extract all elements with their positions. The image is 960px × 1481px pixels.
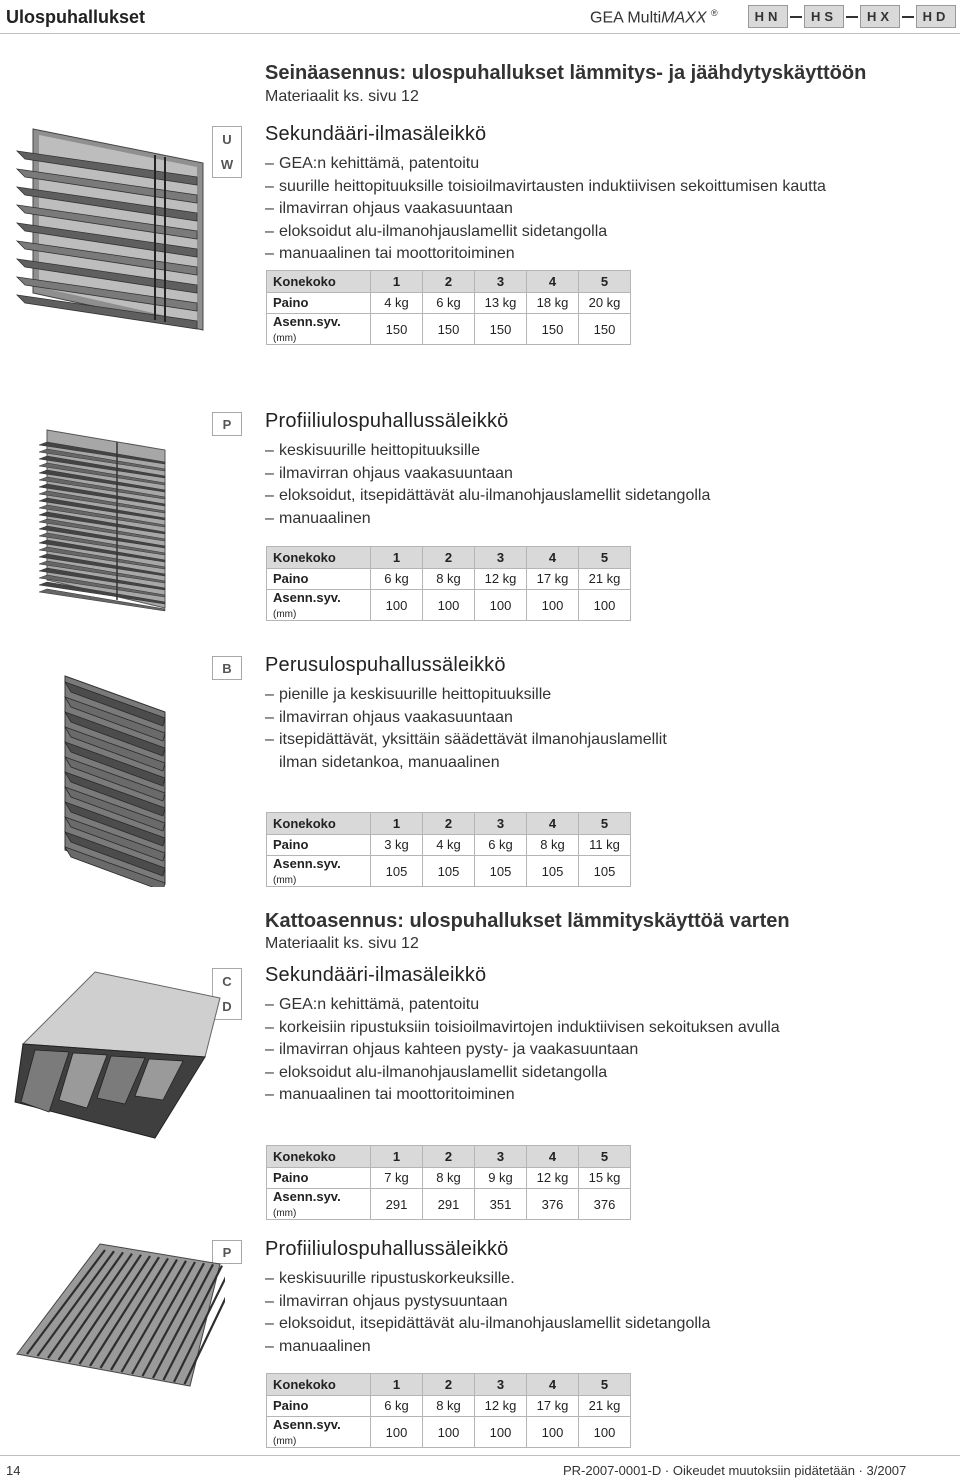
- page-number: 14: [6, 1463, 21, 1478]
- spec-cell: 4: [527, 271, 579, 293]
- spec-cell: 17 kg: [527, 1395, 579, 1417]
- spec-row-size: [267, 1374, 631, 1396]
- depth-label: Asenn.syv.: [273, 1189, 341, 1204]
- depth-unit: (mm): [273, 609, 297, 620]
- spec-cell: 21 kg: [579, 568, 631, 590]
- spec-cell: 2: [423, 1146, 475, 1168]
- product-title: Profiiliulospuhallussäleikkö: [265, 410, 509, 432]
- depth-label: Asenn.syv.: [273, 590, 341, 605]
- spec-row-depth: [267, 856, 631, 887]
- spec-cell: 150: [579, 314, 631, 345]
- feature-item: – manuaalinen tai moottoritoiminen: [265, 1086, 515, 1103]
- spec-table: [266, 546, 631, 621]
- spec-cell: 100: [527, 590, 579, 621]
- spec-cell: 5: [579, 271, 631, 293]
- spec-row-depth: [267, 1417, 631, 1448]
- product-image-basic-grille: [5, 672, 225, 887]
- spec-label: Paino: [267, 1167, 371, 1189]
- product-image-secondary-air-grille: [5, 125, 225, 335]
- feature-text: eloksoidut alu-ilmanohjauslamellit sidetangolla: [279, 222, 608, 240]
- spec-row-weight: [267, 834, 631, 856]
- depth-label: Asenn.syv.: [273, 314, 341, 329]
- spec-cell: 1: [371, 547, 423, 569]
- spec-cell: 150: [475, 314, 527, 345]
- product-block-ceiling-profile-grille: [265, 1238, 710, 1358]
- feature-item: – itsepidättävät, yksittäin säädettävät ilmanohjauslamellit: [265, 731, 667, 748]
- spec-cell: 6 kg: [475, 834, 527, 856]
- feature-text: manuaalinen tai moottoritoiminen: [279, 1086, 515, 1103]
- feature-list: [265, 994, 780, 1107]
- spec-cell: 5: [579, 1374, 631, 1396]
- registered-mark: ®: [710, 8, 718, 18]
- spec-cell: 100: [527, 1417, 579, 1448]
- spec-row-size: [267, 1146, 631, 1168]
- product-block-ceiling-secondary-grille: [265, 964, 780, 1107]
- product-letter: P: [222, 1244, 232, 1260]
- spec-row-depth: [267, 590, 631, 621]
- product-title: Sekundääri-ilmasäleikkö: [265, 123, 487, 145]
- spec-cell: 1: [371, 1146, 423, 1168]
- spec-row-weight: [267, 1167, 631, 1189]
- spec-cell: 2: [423, 813, 475, 835]
- spec-cell: 376: [579, 1189, 631, 1220]
- depth-label: Asenn.syv.: [273, 856, 341, 871]
- spec-label: Paino: [267, 568, 371, 590]
- spec-cell: 2: [423, 271, 475, 293]
- product-title: Profiiliulospuhallussäleikkö: [265, 1238, 509, 1260]
- spec-label: [267, 856, 371, 887]
- feature-text: keskisuurille heittopituuksille: [279, 442, 480, 459]
- spec-cell: 1: [371, 813, 423, 835]
- feature-text: keskisuurille ripustuskorkeuksille.: [279, 1270, 515, 1287]
- feature-text: ilmavirran ohjaus vaakasuuntaan: [279, 708, 513, 726]
- code-hs: HS: [804, 5, 844, 28]
- feature-text: korkeisiin ripustuksiin toisioilmavirtojen induktiivisen sekoituksen avulla: [279, 1018, 780, 1036]
- feature-text: ilmavirran ohjaus pystysuuntaan: [279, 1292, 508, 1310]
- depth-unit: (mm): [273, 333, 297, 344]
- spec-cell: 5: [579, 1146, 631, 1168]
- product-letter: D: [222, 999, 232, 1014]
- wall-section-heading: Seinäasennus: ulospuhallukset lämmitys- ja jäähdytyskäyttöön: [265, 62, 867, 84]
- spec-cell: 150: [371, 314, 423, 345]
- ceiling-section-heading: Kattoasennus: ulospuhallukset lämmityskäyttöä varten: [265, 910, 790, 932]
- spec-cell: 100: [423, 1417, 475, 1448]
- product-letter: U: [222, 132, 232, 147]
- spec-cell: 3: [475, 271, 527, 293]
- feature-text: eloksoidut alu-ilmanohjauslamellit sidetangolla: [279, 1063, 608, 1081]
- spec-cell: 8 kg: [423, 568, 475, 590]
- spec-cell: 6 kg: [371, 568, 423, 590]
- product-title: Sekundääri-ilmasäleikkö: [265, 964, 487, 986]
- spec-cell: 5: [579, 813, 631, 835]
- page-title: Ulospuhallukset: [6, 7, 146, 27]
- spec-cell: 12 kg: [475, 1395, 527, 1417]
- feature-item: – manuaalinen: [265, 509, 371, 527]
- spec-cell: 20 kg: [579, 292, 631, 314]
- code-hn: HN: [748, 5, 788, 28]
- spec-label: Konekoko: [267, 271, 371, 293]
- spec-cell: 105: [579, 856, 631, 887]
- depth-unit: (mm): [273, 875, 297, 886]
- spec-cell: 21 kg: [579, 1395, 631, 1417]
- code-separator: [902, 16, 914, 18]
- brand-prefix: GEA Multi: [590, 9, 662, 27]
- spec-cell: 150: [423, 314, 475, 345]
- spec-label: Paino: [267, 292, 371, 314]
- spec-cell: 105: [371, 856, 423, 887]
- feature-text: manuaalinen: [279, 509, 371, 527]
- feature-list: [265, 1268, 710, 1358]
- feature-text: eloksoidut, itsepidättävät alu-ilmanohjauslamellit sidetangolla: [279, 487, 711, 504]
- feature-item: – ilmavirran ohjaus vaakasuuntaan: [265, 708, 513, 726]
- spec-cell: 4: [527, 813, 579, 835]
- spec-label: [267, 314, 371, 345]
- feature-text: suurille heittopituuksille toisioilmavirtausten induktiivisen sekoittumisen kautta: [279, 177, 826, 195]
- spec-row-depth: [267, 314, 631, 345]
- feature-item: – eloksoidut, itsepidättävät alu-ilmanohjauslamellit sidetangolla: [265, 1315, 711, 1332]
- feature-text: eloksoidut, itsepidättävät alu-ilmanohjauslamellit sidetangolla: [279, 1315, 711, 1332]
- spec-label: Konekoko: [267, 547, 371, 569]
- code-hx: HX: [860, 5, 900, 28]
- feature-text: manuaalinen tai moottoritoiminen: [279, 245, 515, 262]
- spec-cell: 100: [371, 1417, 423, 1448]
- brand-name: [590, 8, 718, 27]
- feature-item: – pienille ja keskisuurille heittopituuksille: [265, 686, 552, 703]
- feature-text: itsepidättävät, yksittäin säädettävät ilmanohjauslamellit: [279, 731, 667, 748]
- spec-cell: 5: [579, 547, 631, 569]
- feature-list: [265, 153, 826, 266]
- depth-unit: (mm): [273, 1436, 297, 1447]
- spec-cell: 8 kg: [423, 1395, 475, 1417]
- spec-cell: 12 kg: [527, 1167, 579, 1189]
- document-reference: PR-2007-0001-D · Oikeudet muutoksiin pidätetään · 3/2007: [563, 1463, 907, 1478]
- spec-cell: 7 kg: [371, 1167, 423, 1189]
- spec-cell: 2: [423, 547, 475, 569]
- spec-cell: 18 kg: [527, 292, 579, 314]
- spec-cell: 100: [579, 590, 631, 621]
- depth-unit: (mm): [273, 1208, 297, 1219]
- feature-item-continuation: [265, 752, 667, 775]
- spec-cell: 291: [423, 1189, 475, 1220]
- spec-cell: 11 kg: [579, 834, 631, 856]
- feature-item: – GEA:n kehittämä, patentoitu: [265, 155, 480, 172]
- spec-cell: 4: [527, 1146, 579, 1168]
- wall-section-subheading: Materiaalit ks. sivu 12: [265, 88, 419, 105]
- product-letter: B: [222, 660, 232, 676]
- spec-row-size: [267, 547, 631, 569]
- model-codes: [748, 5, 956, 28]
- spec-cell: 100: [475, 1417, 527, 1448]
- spec-cell: 2: [423, 1374, 475, 1396]
- spec-cell: 100: [475, 590, 527, 621]
- spec-cell: 105: [475, 856, 527, 887]
- feature-item: – keskisuurille ripustuskorkeuksille.: [265, 1270, 515, 1287]
- spec-cell: 1: [371, 1374, 423, 1396]
- feature-text: manuaalinen: [279, 1337, 371, 1355]
- feature-item: – eloksoidut, itsepidättävät alu-ilmanohjauslamellit sidetangolla: [265, 487, 711, 504]
- spec-row-weight: [267, 292, 631, 314]
- spec-cell: 4: [527, 547, 579, 569]
- spec-row-weight: [267, 568, 631, 590]
- feature-list: [265, 684, 667, 774]
- spec-table: [266, 1373, 631, 1448]
- spec-cell: 376: [527, 1189, 579, 1220]
- product-letter: W: [220, 157, 234, 172]
- spec-label: [267, 1417, 371, 1448]
- feature-text: ilmavirran ohjaus vaakasuuntaan: [279, 200, 513, 217]
- product-letter: P: [222, 416, 232, 432]
- spec-cell: 3 kg: [371, 834, 423, 856]
- ceiling-section-subheading: Materiaalit ks. sivu 12: [265, 935, 419, 952]
- spec-cell: 8 kg: [423, 1167, 475, 1189]
- feature-item: – ilmavirran ohjaus vaakasuuntaan: [265, 200, 513, 217]
- feature-list: [265, 440, 710, 530]
- spec-label: [267, 1189, 371, 1220]
- product-block-profile-grille: [265, 410, 710, 530]
- feature-item: – keskisuurille heittopituuksille: [265, 442, 480, 459]
- feature-item: – GEA:n kehittämä, patentoitu: [265, 996, 480, 1013]
- spec-label: [267, 590, 371, 621]
- spec-row-depth: [267, 1189, 631, 1220]
- spec-cell: 15 kg: [579, 1167, 631, 1189]
- feature-text: pienille ja keskisuurille heittopituuksille: [279, 686, 552, 703]
- spec-label: Konekoko: [267, 1146, 371, 1168]
- spec-label: Konekoko: [267, 813, 371, 835]
- spec-table: [266, 1145, 631, 1220]
- spec-cell: 6 kg: [371, 1395, 423, 1417]
- spec-cell: 105: [423, 856, 475, 887]
- spec-cell: 150: [527, 314, 579, 345]
- spec-cell: 4 kg: [423, 834, 475, 856]
- code-separator: [846, 16, 858, 18]
- spec-cell: 6 kg: [423, 292, 475, 314]
- feature-item: – manuaalinen: [265, 1337, 371, 1355]
- product-block-basic-grille: [265, 654, 667, 774]
- spec-cell: 13 kg: [475, 292, 527, 314]
- product-image-profile-grille: [5, 420, 225, 615]
- spec-cell: 3: [475, 813, 527, 835]
- code-separator: [790, 16, 802, 18]
- spec-row-weight: [267, 1395, 631, 1417]
- code-hd: HD: [916, 5, 956, 28]
- spec-cell: 100: [423, 590, 475, 621]
- feature-text: GEA:n kehittämä, patentoitu: [279, 155, 480, 172]
- spec-table: [266, 270, 631, 345]
- spec-cell: 3: [475, 1146, 527, 1168]
- feature-item: – ilmavirran ohjaus kahteen pysty- ja vaakasuuntaan: [265, 1041, 639, 1058]
- spec-cell: 291: [371, 1189, 423, 1220]
- page-header: [0, 0, 960, 34]
- footer-divider: [0, 1455, 960, 1456]
- product-block-secondary-air-grille: [265, 123, 826, 266]
- product-image-ceiling-profile-grille: [5, 1236, 225, 1396]
- feature-item: – korkeisiin ripustuksiin toisioilmavirtojen induktiivisen sekoituksen avulla: [265, 1018, 780, 1036]
- spec-cell: 3: [475, 547, 527, 569]
- feature-item: – eloksoidut alu-ilmanohjauslamellit sidetangolla: [265, 222, 608, 240]
- brand-italic: MAXX: [661, 9, 707, 27]
- feature-item: – manuaalinen tai moottoritoiminen: [265, 245, 515, 262]
- spec-label: Konekoko: [267, 1374, 371, 1396]
- spec-cell: 9 kg: [475, 1167, 527, 1189]
- spec-cell: 100: [579, 1417, 631, 1448]
- spec-cell: 4 kg: [371, 292, 423, 314]
- spec-cell: 12 kg: [475, 568, 527, 590]
- product-image-ceiling-secondary-grille: [5, 962, 225, 1142]
- spec-row-size: [267, 271, 631, 293]
- product-letter: C: [222, 974, 232, 989]
- feature-item: – ilmavirran ohjaus vaakasuuntaan: [265, 464, 513, 482]
- spec-cell: 4: [527, 1374, 579, 1396]
- spec-row-size: [267, 813, 631, 835]
- feature-item: – ilmavirran ohjaus pystysuuntaan: [265, 1292, 508, 1310]
- product-title: Perusulospuhallussäleikkö: [265, 654, 506, 676]
- spec-cell: 3: [475, 1374, 527, 1396]
- feature-text: ilmavirran ohjaus vaakasuuntaan: [279, 464, 513, 482]
- spec-cell: 17 kg: [527, 568, 579, 590]
- feature-item: – eloksoidut alu-ilmanohjauslamellit sidetangolla: [265, 1063, 608, 1081]
- feature-item: – suurille heittopituuksille toisioilmavirtausten induktiivisen sekoittumisen kautta: [265, 177, 826, 195]
- spec-label: Paino: [267, 1395, 371, 1417]
- feature-text: ilman sidetankoa, manuaalinen: [279, 753, 500, 771]
- spec-cell: 8 kg: [527, 834, 579, 856]
- spec-table: [266, 812, 631, 887]
- feature-text: ilmavirran ohjaus kahteen pysty- ja vaakasuuntaan: [279, 1041, 639, 1058]
- spec-cell: 105: [527, 856, 579, 887]
- spec-cell: 100: [371, 590, 423, 621]
- depth-label: Asenn.syv.: [273, 1417, 341, 1432]
- feature-text: GEA:n kehittämä, patentoitu: [279, 996, 480, 1013]
- spec-cell: 351: [475, 1189, 527, 1220]
- spec-cell: 1: [371, 271, 423, 293]
- spec-label: Paino: [267, 834, 371, 856]
